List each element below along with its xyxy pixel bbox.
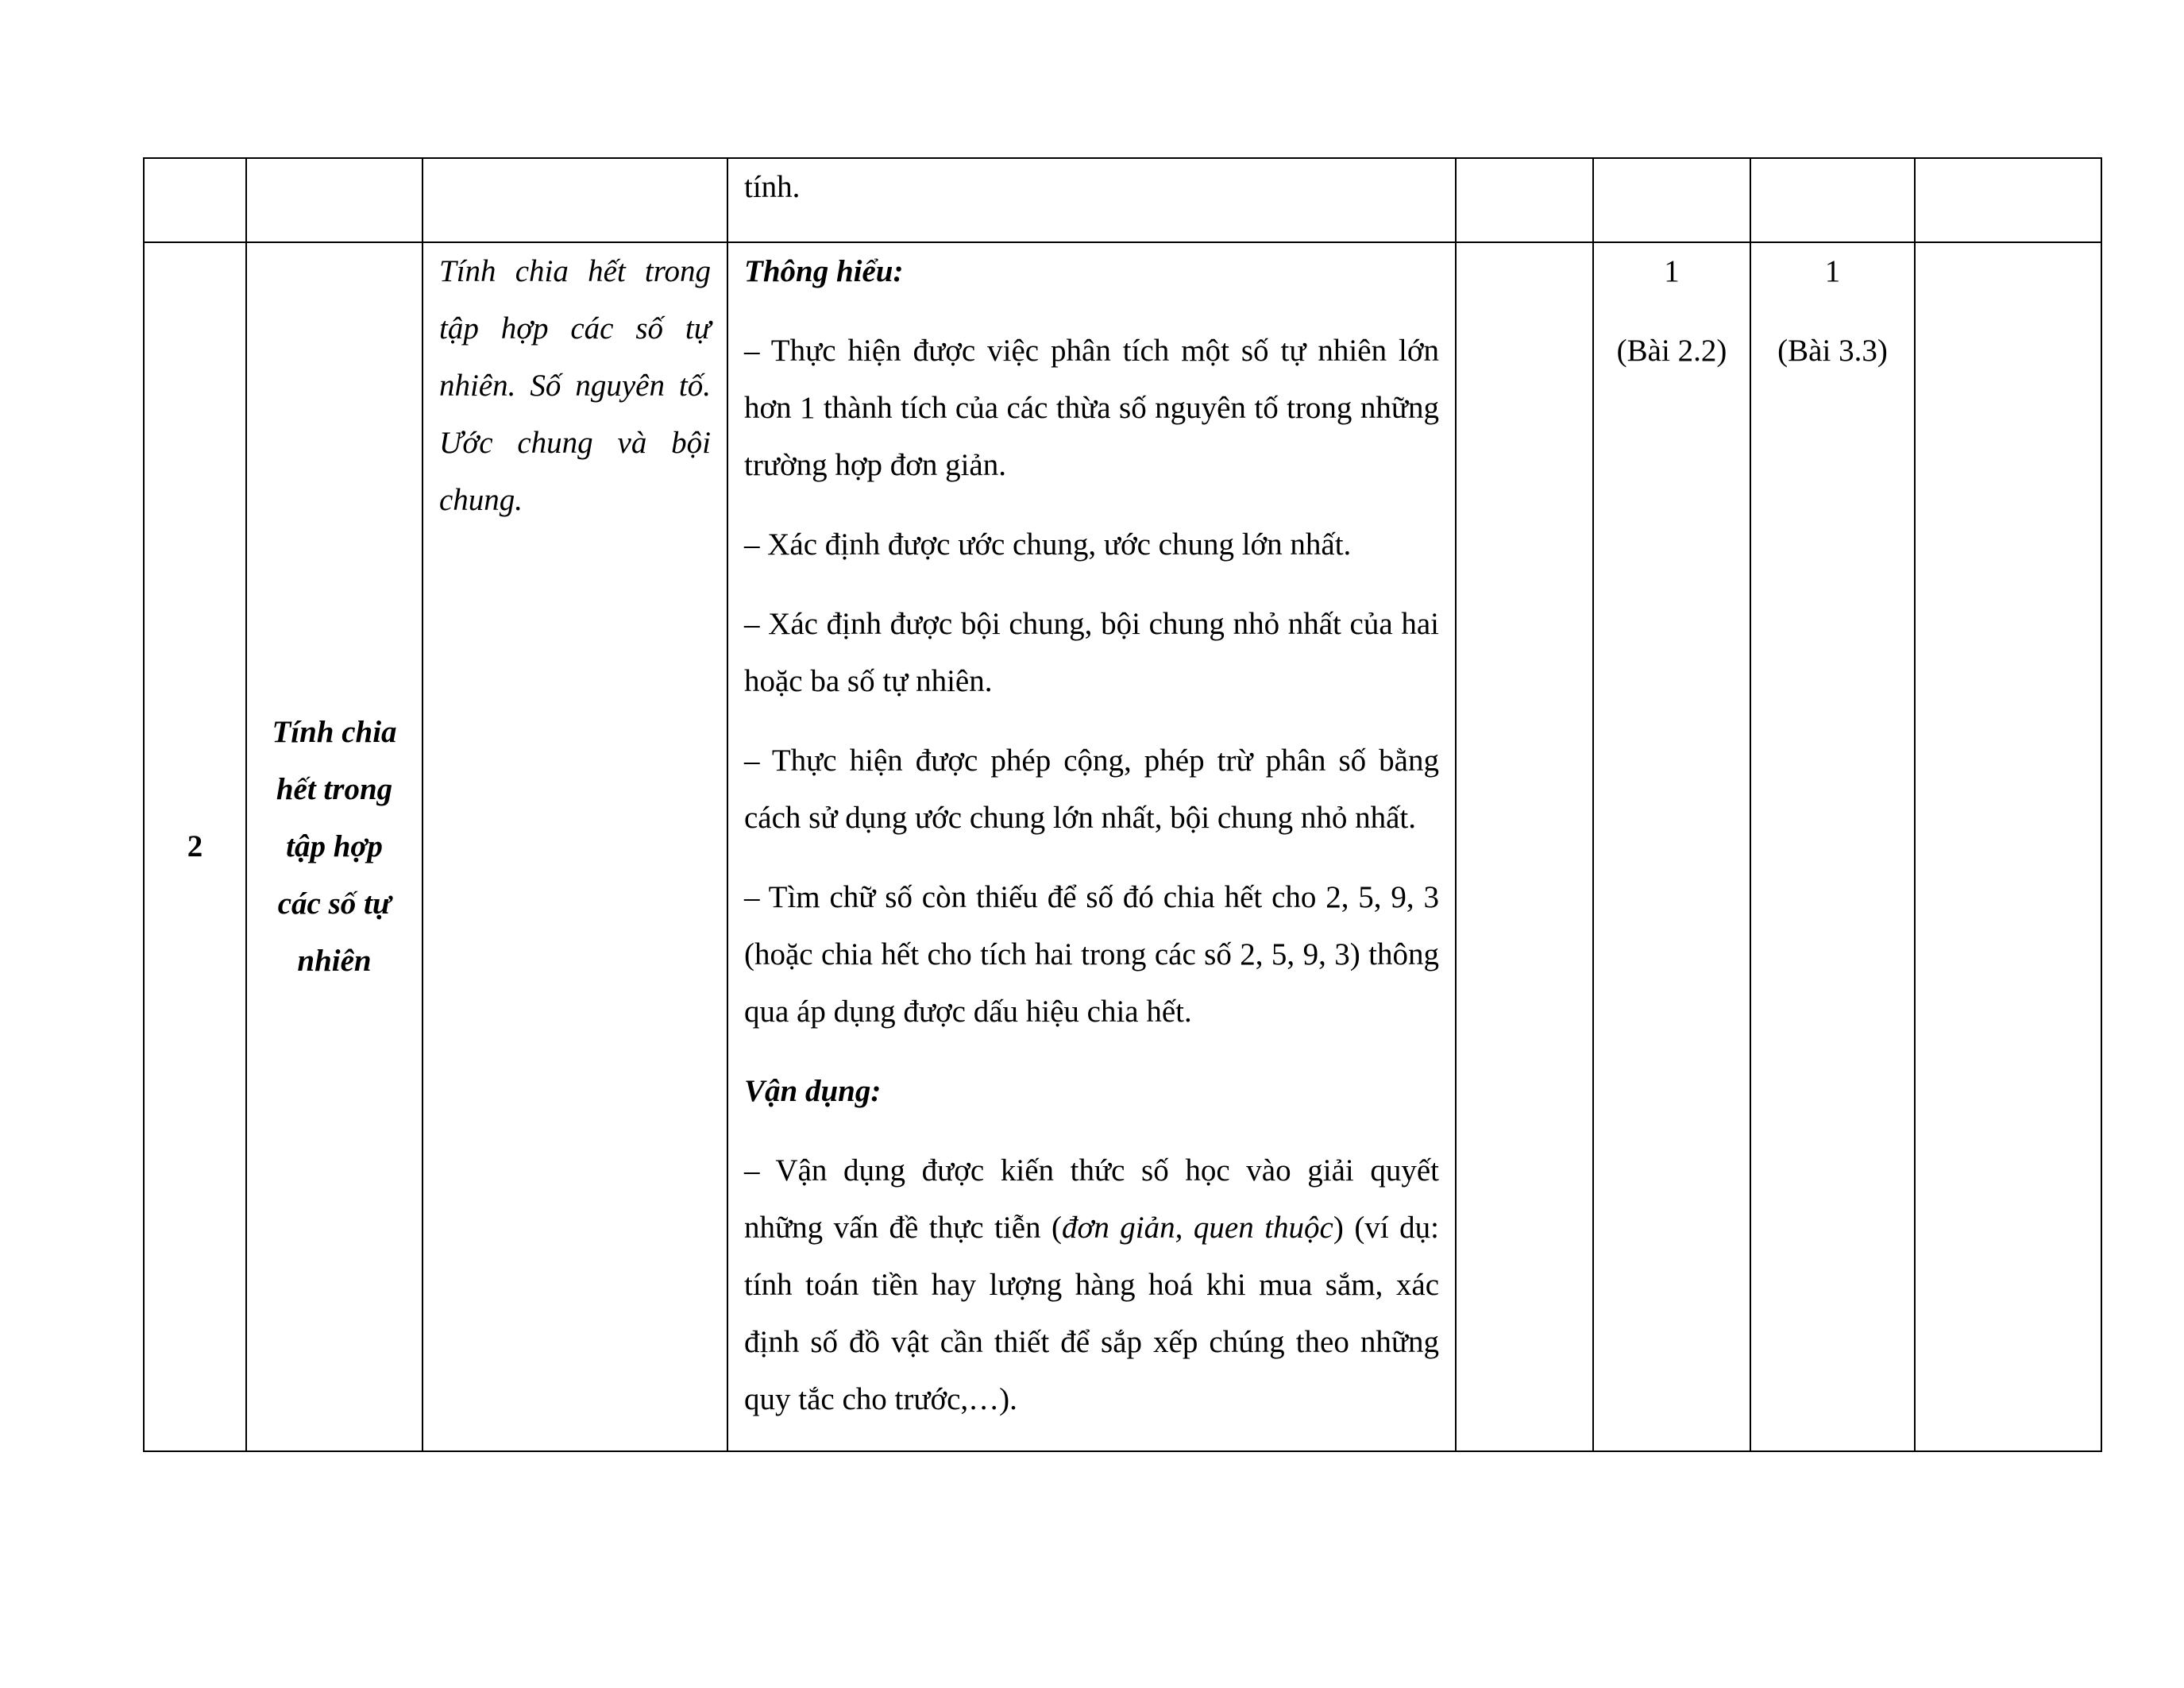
van-dung-text-italic: đơn giản, quen thuộc — [1062, 1211, 1333, 1245]
content-cell — [423, 242, 727, 1451]
requirement-item: – Xác định được bội chung, bội chung nhỏ nhất của hai hoặc ba số tự nhiên. — [744, 607, 1439, 698]
question-count: 1 — [1824, 254, 1841, 288]
question-count-cell — [1750, 242, 1915, 1451]
continuation-row — [144, 158, 2101, 242]
question-ref: (Bài 2.2) — [1616, 334, 1727, 368]
continuation-text: tính. — [744, 170, 801, 204]
cell-empty — [1456, 158, 1593, 242]
cell-empty — [144, 158, 246, 242]
van-dung-text-part1: – Vận dụng được kiến thức số học vào giải quyết những vấn đề thực tiễn ( — [744, 1153, 1439, 1245]
requirement-item: – Thực hiện được phép cộng, phép trừ phân số bằng cách sử dụng ước chung lớn nhất, bội chung nhỏ nhất. — [744, 744, 1439, 835]
continuation-cell — [727, 158, 1456, 242]
specification-table — [143, 157, 2102, 1452]
van-dung-heading: Vận dụng: — [744, 1074, 882, 1108]
cell-empty — [423, 158, 727, 242]
cell-empty — [1593, 158, 1750, 242]
requirement-item: – Xác định được ước chung, ước chung lớn nhất. — [744, 527, 1352, 562]
table-row — [144, 242, 2101, 1451]
cell-empty — [1456, 242, 1593, 1451]
requirement-item: – Tìm chữ số còn thiếu để số đó chia hết cho 2, 5, 9, 3 (hoặc chia hết cho tích hai trong các số 2, 5, 9, 3) thông qua áp dụng được dấu hiệu chia hết. — [744, 880, 1439, 1029]
requirement-item — [744, 1142, 1439, 1428]
cell-empty — [1750, 158, 1915, 242]
van-dung-text-part2: ) (ví dụ: tính toán tiền hay lượng hàng hoá khi mua sắm, xác định số đồ vật cần thiết để sắp xếp chúng theo những quy tắc cho trước,…). — [744, 1211, 1439, 1416]
requirement-item: – Thực hiện được việc phân tích một số tự nhiên lớn hơn 1 thành tích của các thừa số nguyên tố trong những trường hợp đơn giản. — [744, 334, 1439, 482]
cell-empty — [1915, 242, 2101, 1451]
topic-cell — [246, 242, 423, 1451]
requirements-cell — [727, 242, 1456, 1451]
cell-empty — [1915, 158, 2101, 242]
cell-empty — [246, 158, 423, 242]
topic-text: Tính chia hết trong tập hợp các số tự nhiên — [272, 715, 397, 978]
question-count-cell — [1593, 242, 1750, 1451]
row-number: 2 — [144, 242, 246, 1451]
thong-hieu-heading: Thông hiểu: — [744, 254, 904, 288]
content-text: Tính chia hết trong tập hợp các số tự nhiên. Số nguyên tố. Ước chung và bội chung. — [439, 254, 711, 517]
question-ref: (Bài 3.3) — [1777, 334, 1888, 368]
question-count: 1 — [1664, 254, 1680, 288]
